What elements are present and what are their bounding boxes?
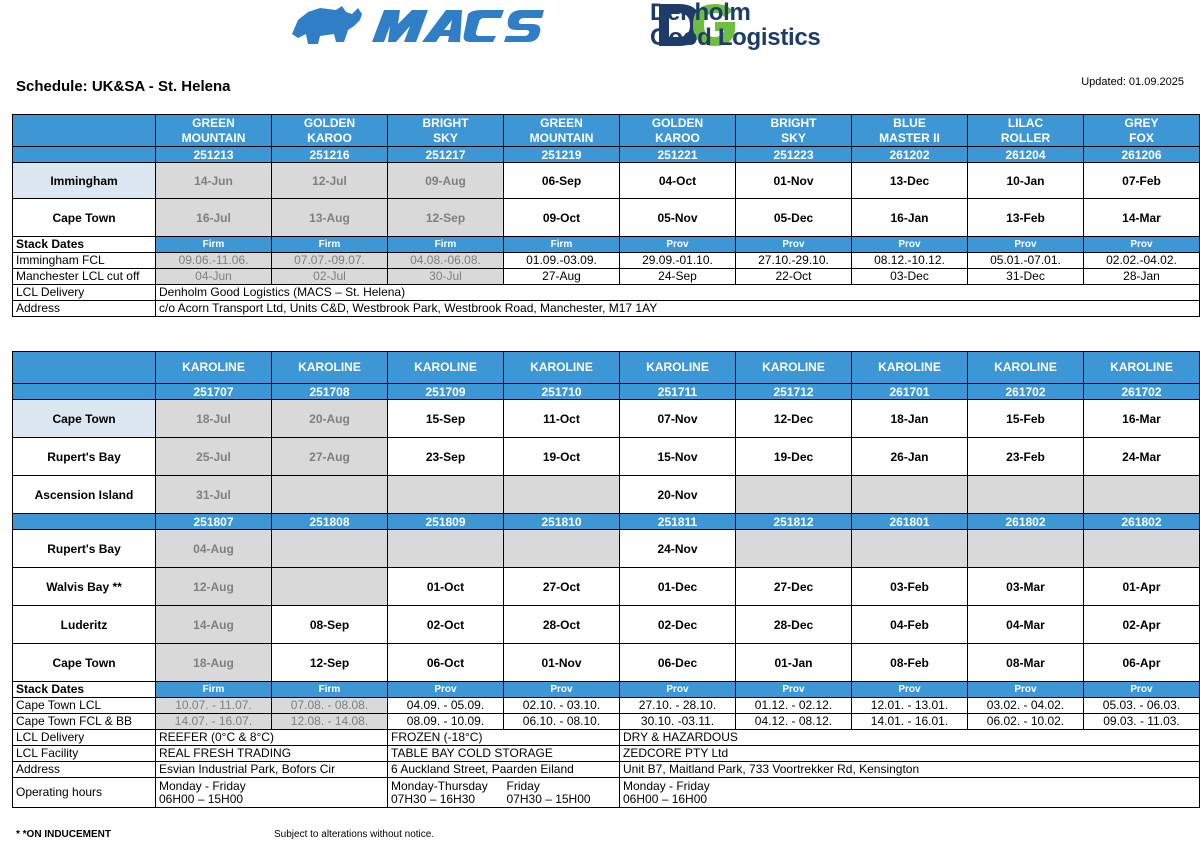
port-date: 06-Apr bbox=[1084, 644, 1200, 682]
voyage-number: 261801 bbox=[852, 514, 968, 530]
port-date: 14-Aug bbox=[156, 606, 272, 644]
port-date: 16-Jan bbox=[852, 199, 968, 237]
cutoff-date: 04.12. - 08.12. bbox=[736, 714, 852, 730]
port-name: Ascension Island bbox=[13, 476, 156, 514]
port-date: 14-Mar bbox=[1084, 199, 1200, 237]
port-date bbox=[968, 476, 1084, 514]
vessel-name-line2: KAROO bbox=[307, 130, 352, 145]
cutoff-date: 24-Sep bbox=[620, 269, 736, 285]
address-text: Esvian Industrial Park, Bofors Cir bbox=[156, 762, 388, 778]
stack-status: Prov bbox=[1084, 237, 1200, 253]
logo-bar bbox=[0, 0, 1200, 60]
port-date: 14-Jun bbox=[156, 163, 272, 199]
vessel-name-line2: SKY bbox=[433, 130, 458, 145]
port-name: Cape Town bbox=[13, 644, 156, 682]
stack-status: Firm bbox=[272, 682, 388, 698]
cutoff-date: 02.10. - 03.10. bbox=[504, 698, 620, 714]
cutoff-date: 14.01. - 16.01. bbox=[852, 714, 968, 730]
port-date: 27-Aug bbox=[272, 438, 388, 476]
cape-town-lcl-row bbox=[13, 698, 1200, 714]
operating-hours-row bbox=[13, 778, 1200, 808]
header-blank bbox=[13, 384, 156, 400]
port-date: 23-Sep bbox=[388, 438, 504, 476]
port-name: Cape Town bbox=[13, 400, 156, 438]
port-date: 09-Aug bbox=[388, 163, 504, 199]
port-date: 02-Apr bbox=[1084, 606, 1200, 644]
facility-text: TABLE BAY COLD STORAGE bbox=[388, 746, 620, 762]
cutoff-date: 30-Jul bbox=[388, 269, 504, 285]
hours-days: Friday bbox=[506, 778, 540, 793]
vessel-name bbox=[852, 115, 968, 147]
port-date: 04-Aug bbox=[156, 530, 272, 568]
port-date: 18-Aug bbox=[156, 644, 272, 682]
port-date: 18-Jul bbox=[156, 400, 272, 438]
stack-status: Prov bbox=[388, 682, 504, 698]
disclaimer: Subject to alterations without notice. bbox=[274, 829, 435, 840]
voyage-number: 251810 bbox=[504, 514, 620, 530]
voyage-number: 251216 bbox=[272, 147, 388, 163]
address-row bbox=[13, 762, 1200, 778]
cutoff-date: 28-Jan bbox=[1084, 269, 1200, 285]
cutoff-date: 03-Dec bbox=[852, 269, 968, 285]
stack-status: Prov bbox=[852, 682, 968, 698]
operating-hours-cell bbox=[504, 778, 620, 808]
cutoff-date: 10.07. - 11.07. bbox=[156, 698, 272, 714]
row-label: Address bbox=[13, 301, 156, 317]
port-date: 25-Jul bbox=[156, 438, 272, 476]
delivery-text: Denholm Good Logistics (MACS – St. Helena) bbox=[156, 285, 1200, 301]
port-row bbox=[13, 606, 1200, 644]
port-row bbox=[13, 400, 1200, 438]
port-date: 20-Nov bbox=[620, 476, 736, 514]
port-date: 13-Dec bbox=[852, 163, 968, 199]
row-label: Stack Dates bbox=[13, 237, 156, 253]
stack-status: Firm bbox=[272, 237, 388, 253]
port-date: 01-Nov bbox=[736, 163, 852, 199]
voyage-number: 251709 bbox=[388, 384, 504, 400]
header-blank bbox=[13, 352, 156, 384]
row-label: LCL Delivery bbox=[13, 285, 156, 301]
port-date: 31-Jul bbox=[156, 476, 272, 514]
updated-date: Updated: 01.09.2025 bbox=[1081, 76, 1184, 88]
cutoff-date: 05.03. - 06.03. bbox=[1084, 698, 1200, 714]
port-date: 20-Aug bbox=[272, 400, 388, 438]
stack-dates-row bbox=[13, 237, 1200, 253]
port-date: 02-Dec bbox=[620, 606, 736, 644]
sa-st-helena-schedule-table bbox=[12, 351, 1200, 808]
port-date: 12-Dec bbox=[736, 400, 852, 438]
voyage-number: 251219 bbox=[504, 147, 620, 163]
lcl-facility-row bbox=[13, 746, 1200, 762]
row-label: Cape Town LCL bbox=[13, 698, 156, 714]
voyage-number: 261701 bbox=[852, 384, 968, 400]
cutoff-date: 29.09.-01.10. bbox=[620, 253, 736, 269]
stack-status: Prov bbox=[1084, 682, 1200, 698]
port-name: Cape Town bbox=[13, 199, 156, 237]
operating-hours-cell bbox=[156, 778, 388, 808]
voyage-number-row bbox=[13, 147, 1200, 163]
voyage-number: 261802 bbox=[1084, 514, 1200, 530]
voyage-number: 251221 bbox=[620, 147, 736, 163]
cutoff-date: 08.12.-10.12. bbox=[852, 253, 968, 269]
port-date: 09-Oct bbox=[504, 199, 620, 237]
port-date: 13-Aug bbox=[272, 199, 388, 237]
vessel-name-line2: KAROO bbox=[655, 130, 700, 145]
vessel-name-line2: MOUNTAIN bbox=[529, 130, 594, 145]
cutoff-date: 01.09.-03.09. bbox=[504, 253, 620, 269]
cutoff-date: 27-Aug bbox=[504, 269, 620, 285]
port-date bbox=[1084, 530, 1200, 568]
port-date: 12-Sep bbox=[272, 644, 388, 682]
port-date bbox=[272, 568, 388, 606]
facility-text: REAL FRESH TRADING bbox=[156, 746, 388, 762]
port-row bbox=[13, 163, 1200, 199]
lcl-delivery-row bbox=[13, 730, 1200, 746]
vessel-name bbox=[968, 115, 1084, 147]
cutoff-date: 01.12. - 02.12. bbox=[736, 698, 852, 714]
voyage-number: 251223 bbox=[736, 147, 852, 163]
lcl-delivery-row bbox=[13, 285, 1200, 301]
port-date bbox=[272, 476, 388, 514]
row-label: Stack Dates bbox=[13, 682, 156, 698]
manchester-lcl-row bbox=[13, 269, 1200, 285]
cutoff-date: 06.02. - 10.02. bbox=[968, 714, 1084, 730]
port-row bbox=[13, 476, 1200, 514]
vessel-name bbox=[736, 115, 852, 147]
row-label: Immingham FCL bbox=[13, 253, 156, 269]
port-date bbox=[736, 530, 852, 568]
voyage-number: 251711 bbox=[620, 384, 736, 400]
dg-logo-line1: Denholm bbox=[650, 0, 751, 26]
vessel-name-line1: BRIGHT bbox=[770, 115, 817, 130]
port-name: Immingham bbox=[13, 163, 156, 199]
vessel-name-line1: GREY bbox=[1124, 115, 1159, 130]
port-date: 15-Sep bbox=[388, 400, 504, 438]
delivery-text: REEFER (0°C & 8°C) bbox=[156, 730, 388, 746]
port-date: 12-Aug bbox=[156, 568, 272, 606]
port-row bbox=[13, 644, 1200, 682]
port-date: 26-Jan bbox=[852, 438, 968, 476]
port-date: 19-Dec bbox=[736, 438, 852, 476]
vessel-name bbox=[620, 115, 736, 147]
port-date: 02-Oct bbox=[388, 606, 504, 644]
stack-dates-row bbox=[13, 682, 1200, 698]
vessel-name: KAROLINE bbox=[388, 352, 504, 384]
voyage-number: 261702 bbox=[1084, 384, 1200, 400]
hours-time: 06H00 – 15H00 bbox=[159, 791, 244, 806]
port-date: 01-Nov bbox=[504, 644, 620, 682]
delivery-text: FROZEN (-18°C) bbox=[388, 730, 620, 746]
hours-time: 07H30 – 16H30 bbox=[391, 791, 476, 806]
port-row bbox=[13, 568, 1200, 606]
vessel-name-line2: MASTER II bbox=[879, 130, 940, 145]
port-name: Rupert's Bay bbox=[13, 530, 156, 568]
macs-logo bbox=[290, 4, 545, 46]
hours-days: Monday - Friday bbox=[623, 778, 710, 793]
voyage-number: 251213 bbox=[156, 147, 272, 163]
voyage-number: 261802 bbox=[968, 514, 1084, 530]
vessel-name: KAROLINE bbox=[620, 352, 736, 384]
cutoff-date: 12.08. - 14.08. bbox=[272, 714, 388, 730]
cutoff-date: 09.03. - 11.03. bbox=[1084, 714, 1200, 730]
port-date: 06-Oct bbox=[388, 644, 504, 682]
address-text: 6 Auckland Street, Paarden Eiland bbox=[388, 762, 620, 778]
cutoff-date: 04.09. - 05.09. bbox=[388, 698, 504, 714]
cutoff-date: 09.06.-11.06. bbox=[156, 253, 272, 269]
port-date: 10-Jan bbox=[968, 163, 1084, 199]
vessel-name bbox=[1084, 115, 1200, 147]
delivery-text: DRY & HAZARDOUS bbox=[620, 730, 1200, 746]
port-date: 24-Mar bbox=[1084, 438, 1200, 476]
port-date: 27-Dec bbox=[736, 568, 852, 606]
port-date: 16-Mar bbox=[1084, 400, 1200, 438]
port-date bbox=[504, 530, 620, 568]
cutoff-date: 14.07. - 16.07. bbox=[156, 714, 272, 730]
port-date bbox=[388, 530, 504, 568]
vessel-name: KAROLINE bbox=[504, 352, 620, 384]
vessel-name-line2: ROLLER bbox=[1000, 130, 1051, 145]
cutoff-date: 05.01.-07.01. bbox=[968, 253, 1084, 269]
cutoff-date: 02-Jul bbox=[272, 269, 388, 285]
port-date: 08-Sep bbox=[272, 606, 388, 644]
port-date: 04-Oct bbox=[620, 163, 736, 199]
port-date bbox=[388, 476, 504, 514]
vessel-name-line1: LILAC bbox=[1007, 115, 1044, 130]
row-label: Address bbox=[13, 762, 156, 778]
port-date: 05-Dec bbox=[736, 199, 852, 237]
vessel-name-row bbox=[13, 352, 1200, 384]
port-date: 08-Feb bbox=[852, 644, 968, 682]
port-date bbox=[504, 476, 620, 514]
port-date: 13-Feb bbox=[968, 199, 1084, 237]
stack-status: Prov bbox=[852, 237, 968, 253]
stack-status: Firm bbox=[388, 237, 504, 253]
hours-time: 06H00 – 16H00 bbox=[623, 791, 708, 806]
cutoff-date: 04-Jun bbox=[156, 269, 272, 285]
port-date: 12-Sep bbox=[388, 199, 504, 237]
port-row bbox=[13, 199, 1200, 237]
port-date: 23-Feb bbox=[968, 438, 1084, 476]
port-date bbox=[272, 530, 388, 568]
port-date: 19-Oct bbox=[504, 438, 620, 476]
row-label: Manchester LCL cut off bbox=[13, 269, 156, 285]
hours-days: Monday-Thursday bbox=[391, 778, 488, 793]
port-row bbox=[13, 438, 1200, 476]
port-date: 06-Sep bbox=[504, 163, 620, 199]
voyage-number: 251812 bbox=[736, 514, 852, 530]
stack-status: Firm bbox=[156, 682, 272, 698]
vessel-name bbox=[504, 115, 620, 147]
address-text: c/o Acorn Transport Ltd, Units C&D, Westbrook Park, Westbrook Road, Manchester, M17 1AY bbox=[156, 301, 1200, 317]
stack-status: Prov bbox=[968, 237, 1084, 253]
cape-town-fcl-row bbox=[13, 714, 1200, 730]
hours-time: 07H30 – 15H00 bbox=[506, 791, 591, 806]
vessel-name-line1: GOLDEN bbox=[303, 115, 356, 130]
port-date: 12-Jul bbox=[272, 163, 388, 199]
hours-days: Monday - Friday bbox=[159, 778, 246, 793]
port-date: 27-Oct bbox=[504, 568, 620, 606]
vessel-name-line2: SKY bbox=[781, 130, 806, 145]
stack-status: Prov bbox=[968, 682, 1084, 698]
stack-status: Prov bbox=[620, 237, 736, 253]
header-blank bbox=[13, 147, 156, 163]
port-date: 07-Nov bbox=[620, 400, 736, 438]
voyage-number-row bbox=[13, 514, 1200, 530]
port-date: 15-Feb bbox=[968, 400, 1084, 438]
voyage-number: 251807 bbox=[156, 514, 272, 530]
row-label: LCL Delivery bbox=[13, 730, 156, 746]
cutoff-date: 12.01. - 13.01. bbox=[852, 698, 968, 714]
port-date: 03-Mar bbox=[968, 568, 1084, 606]
voyage-number: 251808 bbox=[272, 514, 388, 530]
vessel-name: KAROLINE bbox=[968, 352, 1084, 384]
cutoff-date: 31-Dec bbox=[968, 269, 1084, 285]
vessel-name-line1: GOLDEN bbox=[651, 115, 704, 130]
voyage-number: 261206 bbox=[1084, 147, 1200, 163]
vessel-name: KAROLINE bbox=[736, 352, 852, 384]
port-date: 05-Nov bbox=[620, 199, 736, 237]
address-row bbox=[13, 301, 1200, 317]
operating-hours-cell bbox=[388, 778, 504, 808]
voyage-number: 251809 bbox=[388, 514, 504, 530]
vessel-name: KAROLINE bbox=[1084, 352, 1200, 384]
port-date: 06-Dec bbox=[620, 644, 736, 682]
port-date: 11-Oct bbox=[504, 400, 620, 438]
vessel-name: KAROLINE bbox=[272, 352, 388, 384]
port-date bbox=[968, 530, 1084, 568]
cutoff-date: 27.10.-29.10. bbox=[736, 253, 852, 269]
voyage-number: 251707 bbox=[156, 384, 272, 400]
cutoff-date: 22-Oct bbox=[736, 269, 852, 285]
cutoff-date: 07.07.-09.07. bbox=[272, 253, 388, 269]
port-date: 01-Dec bbox=[620, 568, 736, 606]
stack-status: Firm bbox=[156, 237, 272, 253]
vessel-name-line1: BRIGHT bbox=[422, 115, 469, 130]
port-date: 08-Mar bbox=[968, 644, 1084, 682]
voyage-number: 261202 bbox=[852, 147, 968, 163]
vessel-name bbox=[272, 115, 388, 147]
port-date: 07-Feb bbox=[1084, 163, 1200, 199]
dg-logo-line2: Good Logistics bbox=[650, 24, 821, 51]
header-blank bbox=[13, 514, 156, 530]
stack-status: Prov bbox=[736, 682, 852, 698]
macs-logo-text: MACS bbox=[290, 4, 293, 5]
vessel-name bbox=[156, 115, 272, 147]
vessel-name-line1: GREEN bbox=[540, 115, 583, 130]
cutoff-date: 04.08.-06.08. bbox=[388, 253, 504, 269]
voyage-number: 251217 bbox=[388, 147, 504, 163]
port-date: 04-Feb bbox=[852, 606, 968, 644]
footnote: * *ON INDUCEMENT bbox=[16, 829, 112, 840]
row-label: Operating hours bbox=[13, 778, 156, 808]
port-name: Walvis Bay ** bbox=[13, 568, 156, 606]
port-date bbox=[736, 476, 852, 514]
stack-status: Firm bbox=[504, 237, 620, 253]
port-date: 04-Mar bbox=[968, 606, 1084, 644]
vessel-name-line2: FOX bbox=[1129, 130, 1154, 145]
cutoff-date: 07.08. - 08.08. bbox=[272, 698, 388, 714]
vessel-name: KAROLINE bbox=[852, 352, 968, 384]
port-date: 16-Jul bbox=[156, 199, 272, 237]
cutoff-date: 30.10. -03.11. bbox=[620, 714, 736, 730]
voyage-number: 251712 bbox=[736, 384, 852, 400]
voyage-number: 251710 bbox=[504, 384, 620, 400]
vessel-name-line1: GREEN bbox=[192, 115, 235, 130]
row-label: Cape Town FCL & BB bbox=[13, 714, 156, 730]
port-date: 28-Oct bbox=[504, 606, 620, 644]
port-name: Luderitz bbox=[13, 606, 156, 644]
operating-hours-cell bbox=[620, 778, 1200, 808]
cutoff-date: 08.09. - 10.09. bbox=[388, 714, 504, 730]
facility-text: ZEDCORE PTY Ltd bbox=[620, 746, 1200, 762]
cutoff-date: 06.10. - 08.10. bbox=[504, 714, 620, 730]
port-date: 01-Apr bbox=[1084, 568, 1200, 606]
port-date: 24-Nov bbox=[620, 530, 736, 568]
vessel-name: KAROLINE bbox=[156, 352, 272, 384]
port-date: 01-Jan bbox=[736, 644, 852, 682]
voyage-number: 251811 bbox=[620, 514, 736, 530]
port-date bbox=[852, 530, 968, 568]
vessel-name-line2: MOUNTAIN bbox=[181, 130, 246, 145]
cutoff-date: 27.10. - 28.10. bbox=[620, 698, 736, 714]
page-title: Schedule: UK&SA - St. Helena bbox=[16, 78, 231, 95]
uk-sa-schedule-table bbox=[12, 114, 1200, 317]
port-row bbox=[13, 530, 1200, 568]
cutoff-date: 02.02.-04.02. bbox=[1084, 253, 1200, 269]
port-date: 18-Jan bbox=[852, 400, 968, 438]
port-name: Rupert's Bay bbox=[13, 438, 156, 476]
row-label: LCL Facility bbox=[13, 746, 156, 762]
voyage-number: 261702 bbox=[968, 384, 1084, 400]
header-blank bbox=[13, 115, 156, 147]
vessel-name-row bbox=[13, 115, 1200, 147]
port-date: 01-Oct bbox=[388, 568, 504, 606]
address-text: Unit B7, Maitland Park, 733 Voortrekker Rd, Kensington bbox=[620, 762, 1200, 778]
vessel-name-line1: BLUE bbox=[893, 115, 926, 130]
voyage-number-row bbox=[13, 384, 1200, 400]
port-date: 03-Feb bbox=[852, 568, 968, 606]
vessel-name bbox=[388, 115, 504, 147]
stack-status: Prov bbox=[620, 682, 736, 698]
port-date: 28-Dec bbox=[736, 606, 852, 644]
voyage-number: 251708 bbox=[272, 384, 388, 400]
stack-status: Prov bbox=[736, 237, 852, 253]
port-date: 15-Nov bbox=[620, 438, 736, 476]
port-date bbox=[852, 476, 968, 514]
dg-logo-wordmark bbox=[650, 0, 820, 50]
stack-status: Prov bbox=[504, 682, 620, 698]
immingham-fcl-row bbox=[13, 253, 1200, 269]
cutoff-date: 03.02. - 04.02. bbox=[968, 698, 1084, 714]
port-date bbox=[1084, 476, 1200, 514]
voyage-number: 261204 bbox=[968, 147, 1084, 163]
